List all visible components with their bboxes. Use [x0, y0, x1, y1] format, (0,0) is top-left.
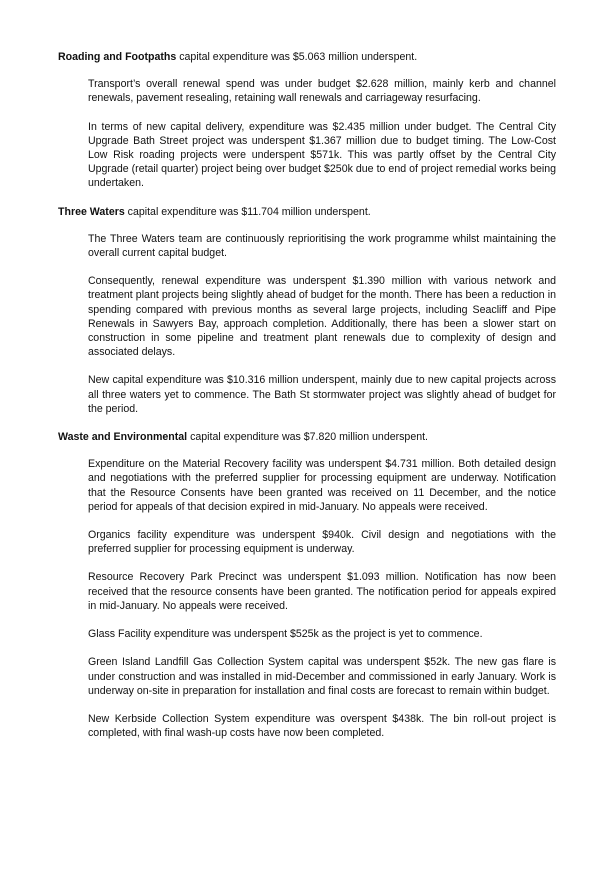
paragraph: Expenditure on the Material Recovery facility was underspent $4.731 million. Both detailed design and negotiations with the preferred supplier for processing equipment are underway. Notification that the Resource Consents have been granted was received on 11 December, and the notice period for appeals of that decision expired in mid-January. No appeals were received. [88, 458, 556, 513]
paragraph: Glass Facility expenditure was underspent $525k as the project is yet to commence. [88, 628, 483, 641]
section-roading-footpaths [58, 50, 556, 191]
paragraph: Transport’s overall renewal spend was under budget $2.628 million, mainly kerb and channel renewals, pavement resealing, retaining wall renewals and carriageway resurfacing. [88, 78, 556, 105]
section-heading-text: capital expenditure was $5.063 million underspent. [176, 51, 418, 63]
paragraph: The Three Waters team are continuously reprioritising the work programme whilst maintaining the overall current capital budget. [88, 232, 556, 260]
section-heading [58, 50, 556, 64]
paragraph: Organics facility expenditure was underspent $940k. Civil design and negotiations with the preferred supplier for processing equipment is underway. [88, 529, 556, 556]
paragraph: Green Island Landfill Gas Collection System capital was underspent $52k. The new gas flare is under construction and was installed in mid-December and commissioned in early January. Work is underway on-site in preparation for installation and final costs are forecast to remain within budget. [88, 656, 556, 697]
paragraph: New capital expenditure was $10.316 million underspent, mainly due to new capital projects across all three waters yet to commence. The Bath St stormwater project was slightly ahead of budget for the period. [88, 374, 556, 415]
paragraph: Resource Recovery Park Precinct was underspent $1.093 million. Notification has now been received that the resource consents have been granted. The notification period for appeals expired in mid-January. No appeals were received. [88, 571, 556, 612]
paragraph: Consequently, renewal expenditure was underspent $1.390 million with various network and treatment plant projects being slightly ahead of budget for the month. There has been a reduction in spending compared with previous months as several large projects, including Seacliff and Pipe Renewals in Sawyers Bay, approach completion. Additionally, there has been a slower start on construction in some pipeline and treatment plant renewals due to complexity of design and associated delays. [88, 275, 556, 359]
section-heading [58, 205, 556, 219]
section-heading-bold: Three Waters [58, 205, 125, 218]
paragraph: New Kerbside Collection System expenditure was overspent $438k. The bin roll-out project is completed, with final wash-up costs have now been completed. [88, 712, 556, 740]
section-three-waters [58, 205, 556, 416]
section-waste-environmental [58, 430, 556, 740]
paragraph: In terms of new capital delivery, expenditure was $2.435 million under budget. The Central City Upgrade Bath Street project was underspent $1.367 million due to budget timing. The Low-Cost Low Risk roading projects were underspent $571k. This was partly offset by the Central City Upgrade (retail quarter) project being over budget $250k due to end of project remedial works being undertaken. [88, 120, 556, 190]
section-heading-bold: Waste and Environmental [58, 431, 188, 444]
section-heading [58, 430, 556, 444]
section-heading-text: capital expenditure was $7.820 million underspent. [187, 431, 428, 444]
section-heading-bold: Roading and Footpaths [58, 51, 177, 63]
section-heading-text: capital expenditure was $11.704 million underspent. [124, 205, 371, 218]
